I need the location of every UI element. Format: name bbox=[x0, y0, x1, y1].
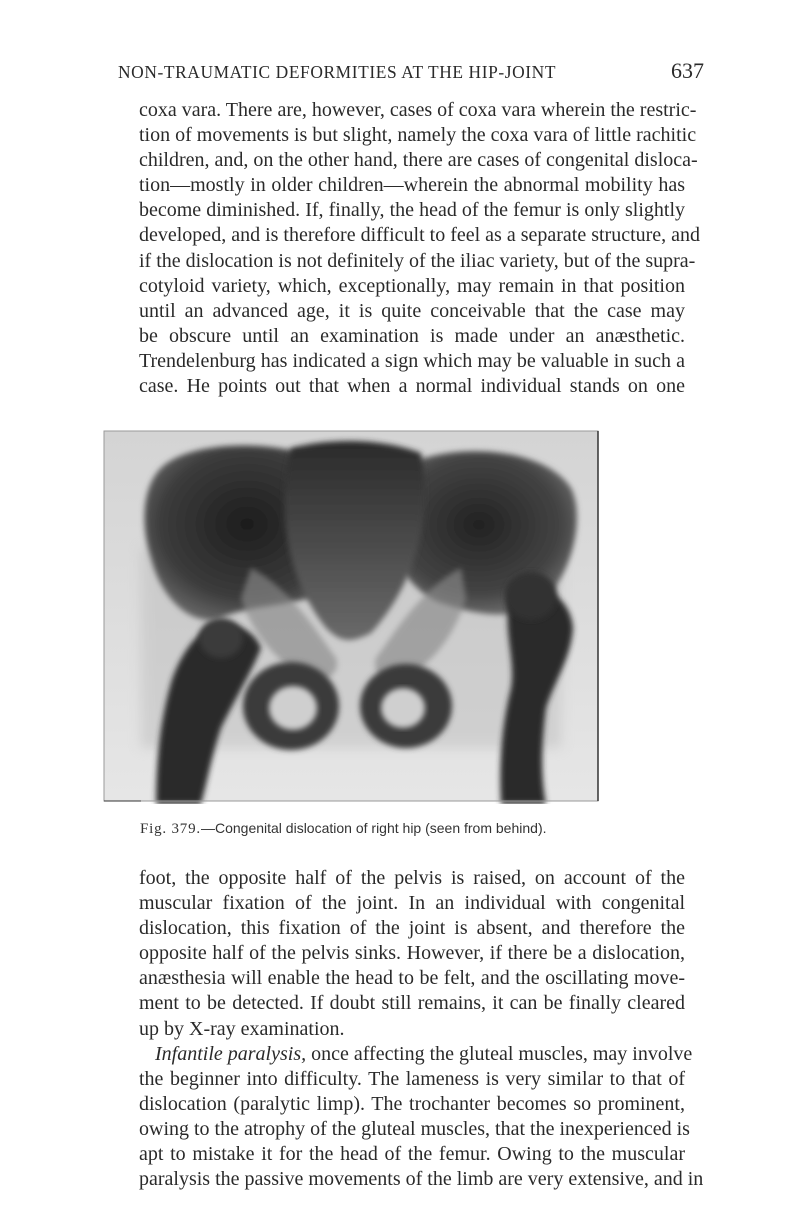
text-line: tion—mostly in older children—wherein the abnormal mobility has bbox=[139, 174, 685, 197]
running-head bbox=[118, 60, 704, 94]
running-title: NON-TRAUMATIC DEFORMITIES AT THE HIP-JOINT bbox=[118, 62, 557, 82]
text-line: paralysis the passive movements of the limb are very extensive, and in bbox=[139, 1168, 704, 1191]
text-line: up by X-ray examination. bbox=[139, 1017, 345, 1040]
left-femoral-head bbox=[505, 572, 557, 620]
text-line: apt to mistake it for the head of the femur. Owing to the muscular bbox=[139, 1143, 685, 1166]
text-line: dislocation (paralytic limp). The trochanter becomes so prominent, bbox=[139, 1092, 685, 1115]
body-text-top bbox=[139, 98, 701, 399]
text-line: if the dislocation is not definitely of the iliac variety, but of the supra- bbox=[139, 249, 696, 272]
body-text-bottom bbox=[139, 866, 704, 1192]
right-obturator-foramen bbox=[269, 686, 317, 730]
text-line: until an advanced age, it is quite conceivable that the case may bbox=[139, 299, 685, 322]
text-line: cotyloid variety, which, exceptionally, may remain in that position bbox=[139, 274, 685, 297]
text-line: developed, and is therefore difficult to feel as a separate structure, and bbox=[139, 224, 701, 247]
text-line: be obscure until an examination is made under an anæsthetic. bbox=[139, 324, 685, 347]
paragraph-start bbox=[139, 1042, 693, 1067]
figure-caption bbox=[140, 820, 700, 838]
text-line: coxa vara. There are, however, cases of coxa vara wherein the restric- bbox=[139, 99, 697, 121]
text-line: ment to be detected. If doubt still remains, it can be finally cleared bbox=[139, 992, 685, 1015]
text-line: foot, the opposite half of the pelvis is raised, on account of the bbox=[139, 867, 685, 889]
text-line: opposite half of the pelvis sinks. However, if there be a dislocation, bbox=[139, 942, 685, 965]
text-line: case. He points out that when a normal individual stands on one bbox=[139, 375, 685, 398]
text-run: once affecting the gluteal muscles, may involve bbox=[306, 1042, 693, 1065]
text-line: children, and, on the other hand, there are cases of congenital disloca- bbox=[139, 149, 698, 172]
page-number: 637 bbox=[671, 58, 704, 83]
text-line: become diminished. If, finally, the head of the femur is only slightly bbox=[139, 199, 685, 222]
text-line: owing to the atrophy of the gluteal muscles, that the inexperienced is bbox=[139, 1117, 690, 1140]
text-line: anæsthesia will enable the head to be felt, and the oscillating move- bbox=[139, 967, 685, 990]
left-obturator-foramen bbox=[381, 688, 425, 728]
xray-figure bbox=[101, 428, 601, 804]
text-line: Trendelenburg has indicated a sign which may be valuable in such a bbox=[139, 349, 685, 372]
text-line: muscular fixation of the joint. In an individual with congenital bbox=[139, 892, 685, 915]
figure-label: Fig. 379. bbox=[140, 821, 201, 837]
text-line: dislocation, this fixation of the joint is absent, and therefore the bbox=[139, 917, 685, 940]
xray-image bbox=[101, 428, 601, 804]
text-line: tion of movements is but slight, namely the coxa vara of little rachitic bbox=[139, 124, 697, 147]
figure-caption-text: —Congenital dislocation of right hip (seen from behind). bbox=[200, 820, 547, 836]
text-line: the beginner into difficulty. The lameness is very similar to that of bbox=[139, 1067, 685, 1090]
italic-term: Infantile paralysis, bbox=[155, 1042, 307, 1065]
right-femoral-head bbox=[199, 618, 243, 658]
